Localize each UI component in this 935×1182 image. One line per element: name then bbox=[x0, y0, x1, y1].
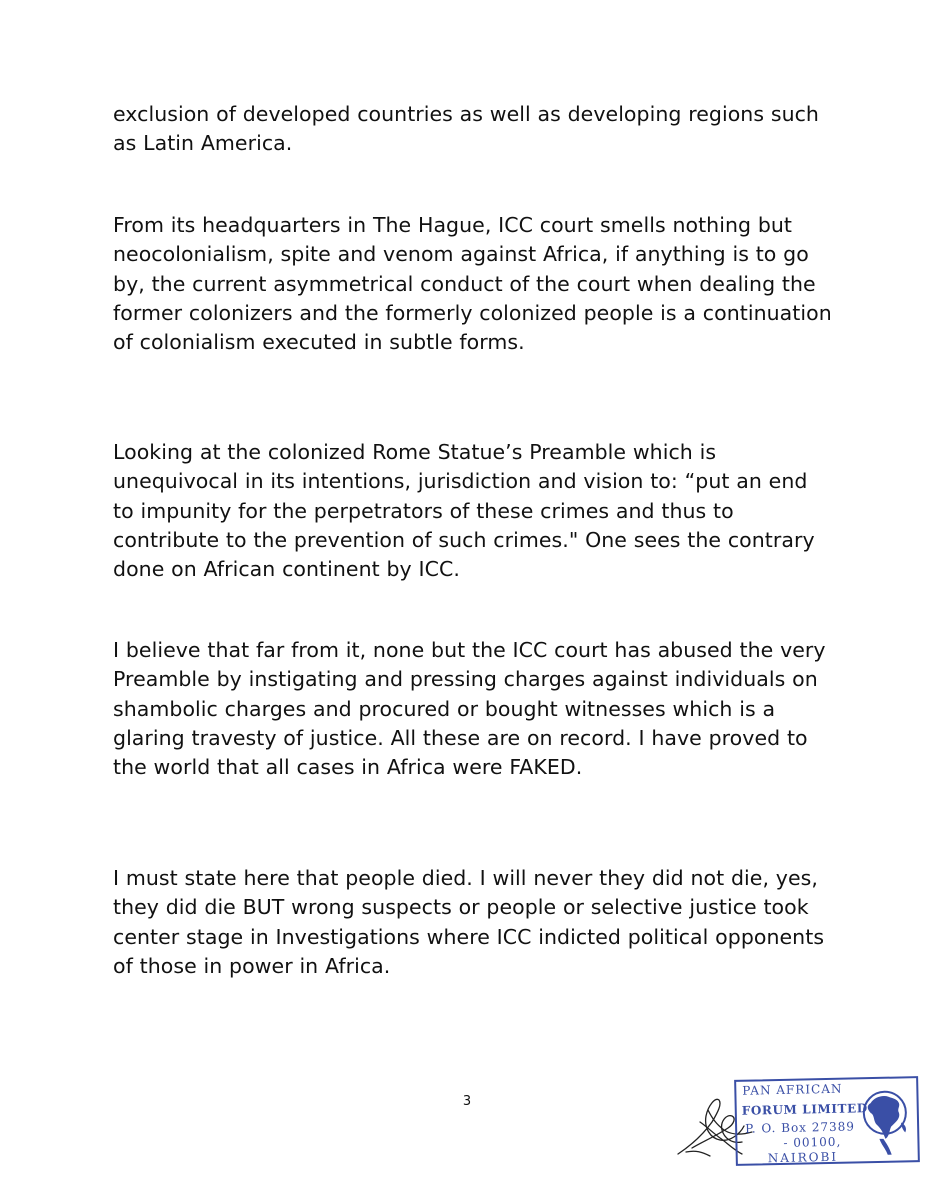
stamp-line: PAN AFRICAN bbox=[742, 1081, 843, 1098]
paragraph: exclusion of developed countries as well as developing regions such as Latin America. bbox=[113, 102, 819, 156]
paragraph: Looking at the colonized Rome Statue’s Preamble which is unequivocal in its intentions, jurisdiction and vision to: “put an end to impunity for the perpetrators of these crimes and thus to contribute to the prevention of such crimes." One sees the contrary done on African continent by ICC. bbox=[113, 440, 815, 582]
stamp-line: FORUM LIMITED bbox=[741, 1101, 868, 1118]
paragraph: From its headquarters in The Hague, ICC court smells nothing but neocolonialism, spite and venom against Africa, if anything is to go by, the current asymmetrical conduct of the court when dealing the former colonizers and the formerly colonized people is a continuation of colonialism executed in subtle forms. bbox=[113, 213, 832, 355]
stamp-line: P. O. Box 27389 bbox=[744, 1119, 856, 1136]
africa-globe-icon bbox=[858, 1086, 915, 1157]
company-stamp bbox=[734, 1076, 920, 1166]
paragraph: I must state here that people died. I will never they did not die, yes, they did die BUT wrong suspects or people or selective justice took center stage in Investigations where ICC indicted political opponents of those in power in Africa. bbox=[113, 866, 825, 978]
paragraph: I believe that far from it, none but the ICC court has abused the very Preamble by instigating and pressing charges against individuals on shambolic charges and procured or bought witnesses which is a glaring travesty of justice. All these are on record. I have proved to the world that all cases in Africa were FAKED. bbox=[113, 638, 826, 780]
stamp-line: - 00100, bbox=[783, 1134, 842, 1150]
page-number: 3 bbox=[462, 1094, 472, 1109]
stamp-line: NAIROBI bbox=[767, 1149, 839, 1166]
